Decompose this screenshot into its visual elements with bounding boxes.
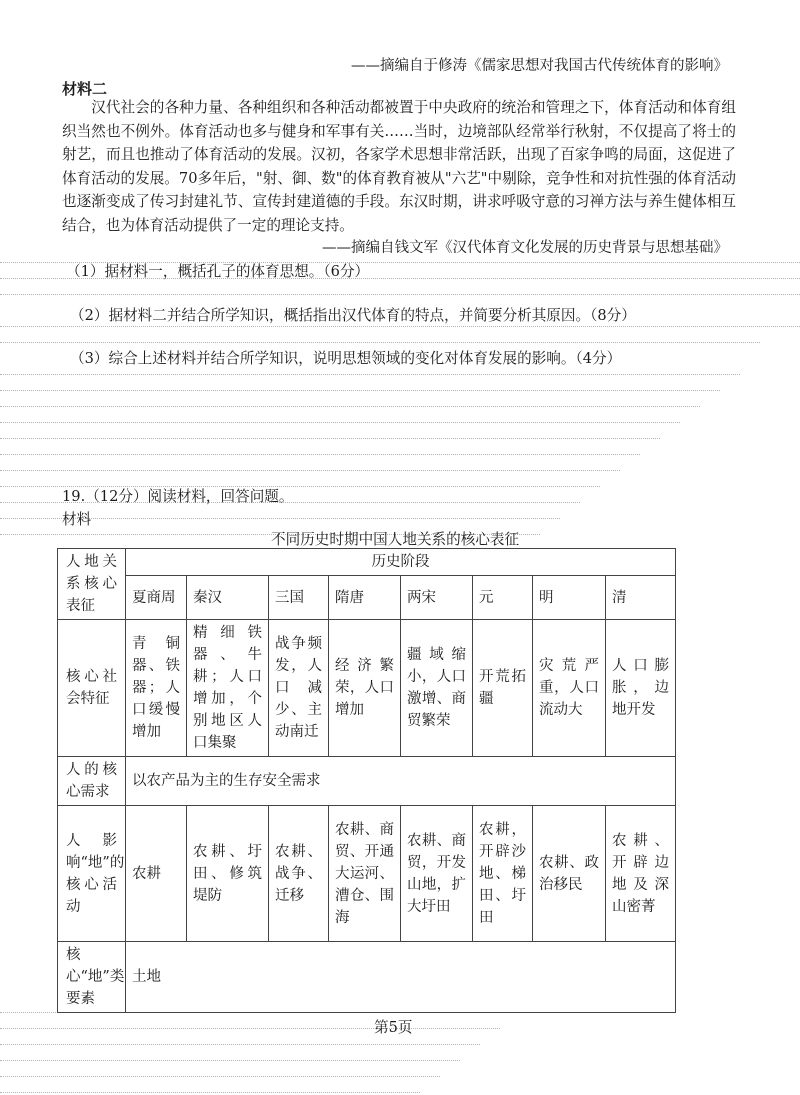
material2-paragraph xyxy=(62,96,736,237)
activity-cell: 农耕、政治移民 xyxy=(533,806,606,942)
social-cell: 人口膨胀，边地开发 xyxy=(606,620,676,757)
page-number: 第5页 xyxy=(374,1019,413,1036)
activity-cell: 农耕、战争、迁移 xyxy=(269,806,329,942)
social-cell: 开荒拓疆 xyxy=(473,620,533,757)
social-cell: 疆域缩小，人口激增、商贸繁荣 xyxy=(401,620,473,757)
need-value: 以农产品为主的生存安全需求 xyxy=(126,757,676,806)
activity-cell: 农耕、商贸、开通大运河、漕仓、围海 xyxy=(329,806,401,942)
period-header: 三国 xyxy=(269,576,329,620)
row-label-need: 人的核心需求 xyxy=(58,757,126,806)
element-value: 土地 xyxy=(126,942,676,1013)
question-1: （1）据材料一，概括孔子的体育思想。（6分） xyxy=(66,263,370,280)
table-corner-header: 人地关系核心表征 xyxy=(58,549,126,620)
activity-cell: 农耕、商贸，开发山地，扩大圩田 xyxy=(401,806,473,942)
row-label-social: 核心社会特征 xyxy=(58,620,126,757)
activity-cell: 农耕 xyxy=(126,806,187,942)
question-3: （3）综合上述材料并结合所学知识，说明思想领域的变化对体育发展的影响。（4分） xyxy=(70,350,622,367)
period-header: 夏商周 xyxy=(126,576,187,620)
material2-text: 汉代社会的各种力量、各种组织和各种活动都被置于中央政府的统治和管理之下，体育活动和体育组织当然也不例外。体育活动也多与健身和军事有关……当时，边境部队经常举行秋射，不仅提高了将士的射艺，而且也推动了体育活动的发展。汉初，各家学术思想非常活跃，出现了百家争鸣的局面，这促进了体育活动的发展。70多年后，"射、御、数"的体育教育被从"六艺"中剔除，竞争性和对抗性强的体育活动也逐渐变成了传习封建礼节、宣传封建道德的手段。东汉时期，讲求呼吸守意的习禅方法与养生健体相互结合，也为体育活动提供了一定的理论支持。 xyxy=(62,99,736,234)
period-header: 秦汉 xyxy=(187,576,269,620)
history-table xyxy=(57,548,676,1013)
activity-cell: 农耕，开辟沙地、梯田、圩田 xyxy=(473,806,533,942)
row-label-element: 核心“地”类要素 xyxy=(58,942,126,1013)
social-cell: 青铜器、铁器；人口缓慢增加 xyxy=(126,620,187,757)
period-group-header: 历史阶段 xyxy=(126,549,676,576)
q19-header: 19.（12分）阅读材料，回答问题。 xyxy=(62,488,294,505)
social-cell: 灾荒严重，人口流动大 xyxy=(533,620,606,757)
period-header: 两宋 xyxy=(401,576,473,620)
period-header: 元 xyxy=(473,576,533,620)
table-title: 不同历史时期中国人地关系的核心表征 xyxy=(271,531,520,548)
question-2: （2）据材料二并结合所学知识，概括指出汉代体育的特点，并简要分析其原因。（8分） xyxy=(70,307,636,324)
row-label-activity: 人影响“地”的核心活动 xyxy=(58,806,126,942)
activity-cell: 农耕、圩田、修筑堤防 xyxy=(187,806,269,942)
material2-citation: ——摘编自钱文军《汉代体育文化发展的历史背景与思想基础》 xyxy=(322,240,728,256)
period-header: 明 xyxy=(533,576,606,620)
social-cell: 经济繁荣，人口增加 xyxy=(329,620,401,757)
period-header: 隋唐 xyxy=(329,576,401,620)
social-cell: 战争频发，人口减少、主动南迁 xyxy=(269,620,329,757)
material2-heading: 材料二 xyxy=(62,80,108,98)
activity-cell: 农耕、开辟边地及深山密菁 xyxy=(606,806,676,942)
top-citation: ——摘编自于修涛《儒家思想对我国古代传统体育的影响》 xyxy=(351,58,728,74)
period-header: 清 xyxy=(606,576,676,620)
social-cell: 精细铁器、牛耕；人口增加，个别地区人口集聚 xyxy=(187,620,269,757)
q19-material-label: 材料 xyxy=(62,511,92,528)
